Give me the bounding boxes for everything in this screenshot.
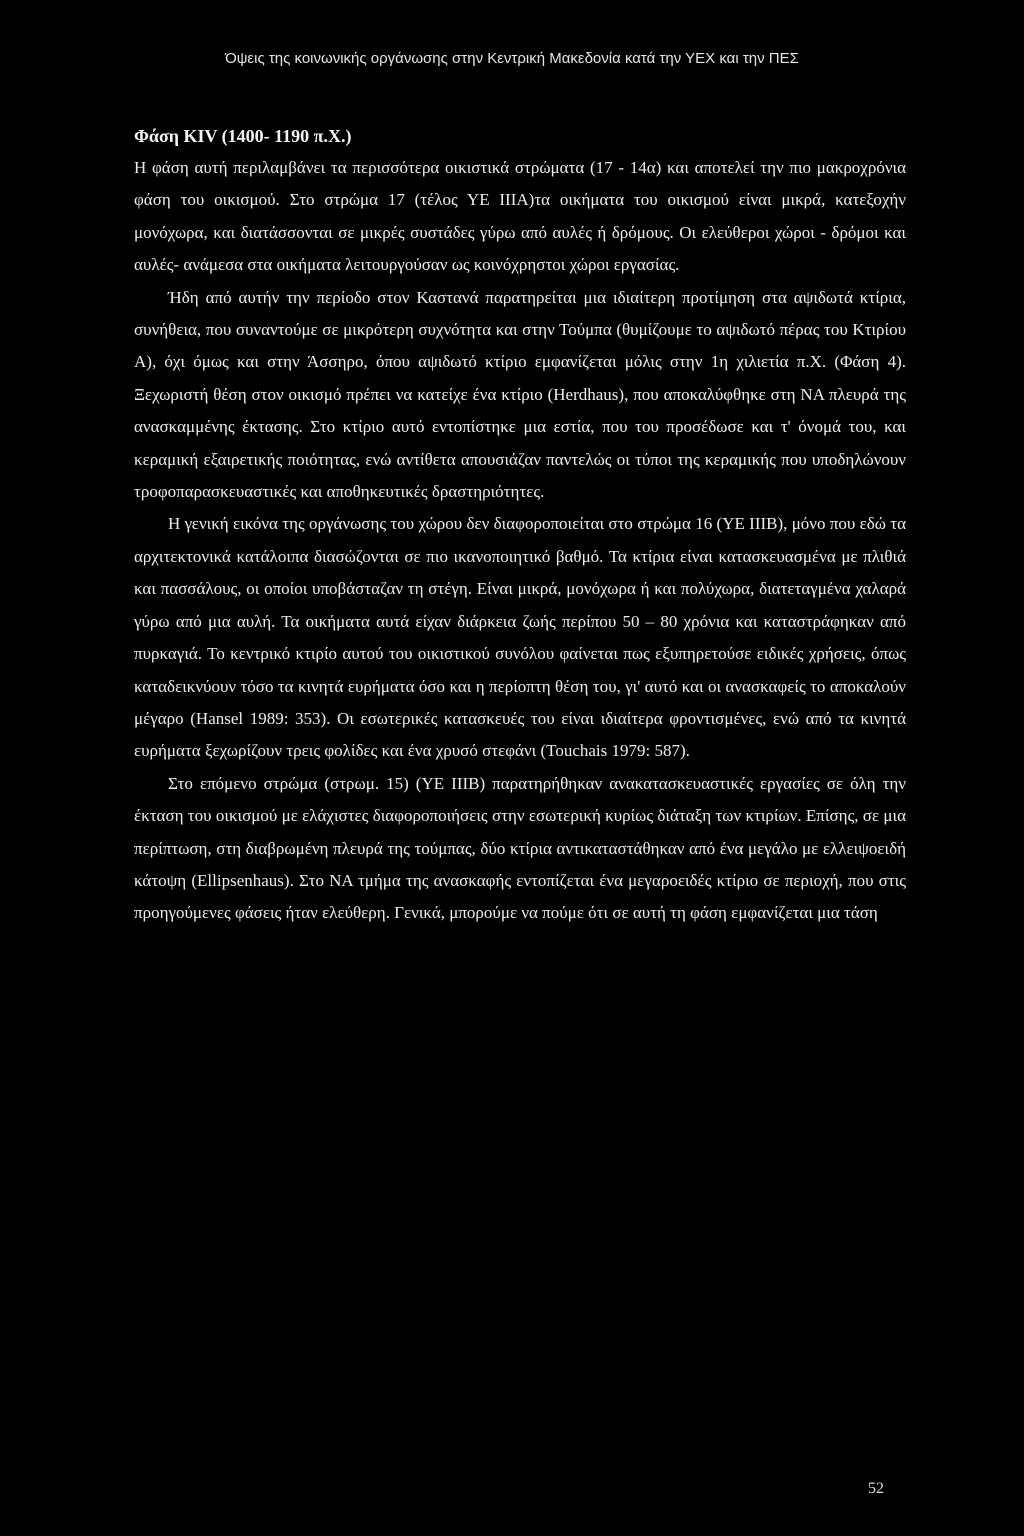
section-title: Φάση ΚΙV (1400- 1190 π.Χ.) — [134, 126, 352, 146]
paragraph-2: Ήδη από αυτήν την περίοδο στον Καστανά παρατηρείται μια ιδιαίτερη προτίμηση στα αψιδωτά κτίρια, συνήθεια, που συναντούμε σε μικρότερη συχνότητα και στην Τούμπα (θυμίζουμε το αψιδωτό πέρας του Κτιρίου Α), όχι όμως και στην Άσσηρο, όπου αψιδωτό κτίριο εμφανίζεται μόλις στην 1η χιλιετία π.Χ. (Φάση 4). Ξεχωριστή θέση στον οικισμό πρέπει να κατείχε ένα κτίριο (Herdhaus), που αποκαλύφθηκε στη ΝΑ πλευρά της ανασκαμμένης έκτασης. Στο κτίριο αυτό εντοπίστηκε μια εστία, που του προσέδωσε και τ' όνομά του, και κεραμική εξαιρετικής ποιότητας, ενώ αντίθετα απουσιάζαν παντελώς οι τύποι της κεραμικής που υποδηλώνουν τροφοπαρασκευαστικές και αποθηκευτικές δραστηριότητες. — [134, 287, 906, 502]
running-header: Όψεις της κοινωνικής οργάνωσης στην Κεντρική Μακεδονία κατά την ΥΕΧ και την ΠΕΣ — [225, 50, 799, 67]
paragraph-3: Η γενική εικόνα της οργάνωσης του χώρου δεν διαφοροποιείται στο στρώμα 16 (ΥΕ ΙΙΙΒ), μόνο που εδώ τα αρχιτεκτονικά κατάλοιπα διασώζονται σε πιο ικανοποιητικό βαθμό. Τα κτίρια είναι κατασκευασμένα με πλιθιά και πασσάλους, οι οποίοι υποβάσταζαν τη στέγη. Είναι μικρά, μονόχωρα ή και πολύχωρα, διατεταγμένα χαλαρά γύρω από μια αυλή. Τα οικήματα αυτά είχαν διάρκεια ζωής περίπου 50 – 80 χρόνια και καταστράφηκαν από πυρκαγιά. Το κεντρικό κτιρίο αυτού του οικιστικού συνόλου φαίνεται πως εξυπηρετούσε ειδικές χρήσεις, όπως καταδεικνύουν τόσο τα κινητά ευρήματα όσο και η περίοπτη θέση του, γι' αυτό και οι ανασκαφείς το αποκαλούν μέγαρο (Hansel 1989: 353). Οι εσωτερικές κατασκευές του είναι ιδιαίτερα φροντισμένες, ενώ από τα κινητά ευρήματα ξεχωρίζουν τρεις φολίδες και ένα χρυσό στεφάνι (Touchais 1979: 587). — [134, 514, 906, 761]
page-number: 52 — [868, 1480, 884, 1497]
page-body — [134, 124, 906, 930]
paragraph-1: Η φάση αυτή περιλαμβάνει τα περισσότερα οικιστικά στρώματα (17 - 14α) και αποτελεί την πιο μακροχρόνια φάση του οικισμού. Στο στρώμα 17 (τέλος ΥΕ ΙΙΙΑ)τα οικήματα του οικισμού είναι μικρά, κατεξοχήν μονόχωρα, και διατάσσονται σε μικρές συστάδες γύρω από αυλές ή δρόμους. Οι ελεύθεροι χώροι - δρόμοι και αυλές- ανάμεσα στα οικήματα λειτουργούσαν ως κοινόχρηστοι χώροι εργασίας. — [134, 158, 906, 275]
paragraph-4: Στο επόμενο στρώμα (στρωμ. 15) (ΥΕ ΙΙΙΒ) παρατηρήθηκαν ανακατασκευαστικές εργασίες σε όλη την έκταση του οικισμού με ελάχιστες διαφοροποιήσεις στην εσωτερική κυρίως διάταξη των κτιρίων. Επίσης, σε μια περίπτωση, στη διαβρωμένη πλευρά της τούμπας, δύο κτίρια αντικαταστάθηκαν από ένα μεγάλο με ελλειψοειδή κάτοψη (Ellipsenhaus). Στο ΝΑ τμήμα της ανασκαφής εντοπίζεται ένα μεγαροειδές κτίριο σε περιοχή, που στις προηγούμενες φάσεις ήταν ελεύθερη. Γενικά, μπορούμε να πούμε ότι σε αυτή τη φάση εμφανίζεται μια τάση — [134, 773, 906, 923]
